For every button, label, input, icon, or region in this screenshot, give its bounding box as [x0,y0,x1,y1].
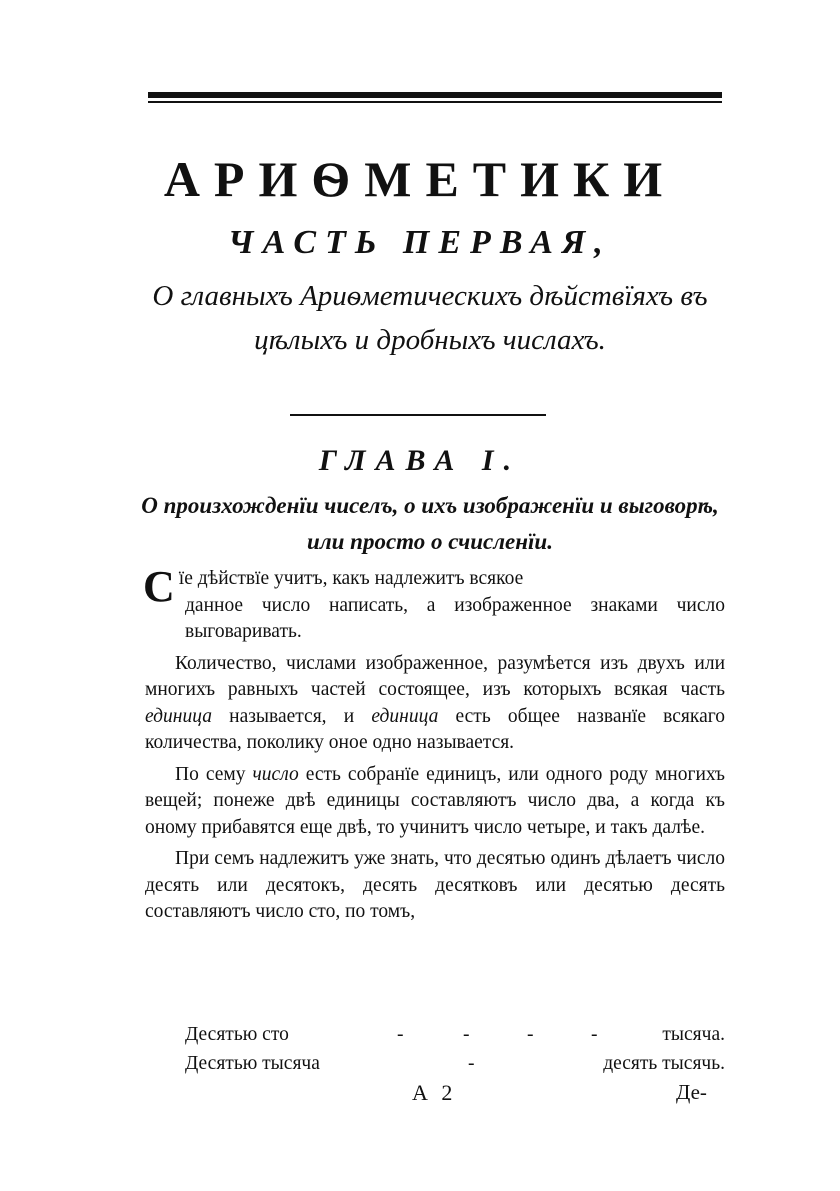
book-title: АРИѲМЕТИКИ [163,151,677,207]
term-number: число [252,763,299,785]
table-row [185,1053,725,1080]
row1-dash-4: - [591,1024,598,1045]
body-text [143,562,726,926]
paragraph-1 [143,562,725,646]
paragraph-1-line-1: їе дѣйствїе учитъ, какъ надлежитъ всякое [178,568,524,589]
row1-dash-3: - [527,1024,534,1045]
top-double-rule [148,92,722,103]
part-subtitle: О главныхъ Ариѳметическихъ дѣйствїяхъ въ цѣлыхъ и дробныхъ числахъ. [152,280,708,356]
row2-left: Десятью тысяча [185,1053,320,1074]
drop-cap: С [143,562,175,611]
row1-left: Десятью сто [185,1024,289,1045]
row2-dash-1: - [468,1053,475,1074]
paragraph-4: При семъ надлежитъ уже знать, что десятью одинъ дѣлаетъ число десять или десятокъ, десять десятковъ или десятью десять составляютъ число сто, по томъ, [145,848,725,922]
section-divider [290,414,546,416]
catchword: Де- [676,1080,707,1104]
chapter-subtitle: О произхожденїи чиселъ, о ихъ изображенїи и выговорѣ, или просто о счисленїи. [141,493,719,554]
row1-right: тысяча. [662,1024,725,1045]
paragraph-1-rest: данное число написать, а изображенное знаками число выговаривать. [185,594,725,642]
row1-dash-1: - [397,1024,404,1045]
paragraph-3 [145,762,725,842]
paragraph-2-text-c: называется, и [229,705,355,727]
paragraph-3-text-c: есть собранїе единицъ, или одного роду многихъ вещей; понеже двѣ единицы составляютъ число два, а когда къ оному прибавятся еще двѣ, то учинитъ число четыре, и такъ далѣе. [145,763,726,838]
signature-mark: А 2 [412,1080,457,1105]
term-unit-1: единица [145,705,212,727]
paragraph-2-text-a: Количество, числами изображенное, разумѣется изъ двухъ или многихъ равныхъ частей состоящее, изъ которыхъ всякая часть [145,652,725,700]
part-heading: ЧАСТЬ ПЕРВАЯ, [228,224,612,261]
chapter-heading: ГЛАВА I. [318,444,522,477]
paragraph-2 [145,651,725,757]
row1-dash-2: - [463,1024,470,1045]
row2-right: десять тысячь. [603,1053,725,1074]
table-row [185,1024,725,1051]
paragraph-3-text-a: По сему [175,763,246,785]
term-unit-2: единица [371,705,439,727]
paragraph-2-text-e: есть общее названїе всякаго количества, поколику оное одно называется. [145,705,725,753]
